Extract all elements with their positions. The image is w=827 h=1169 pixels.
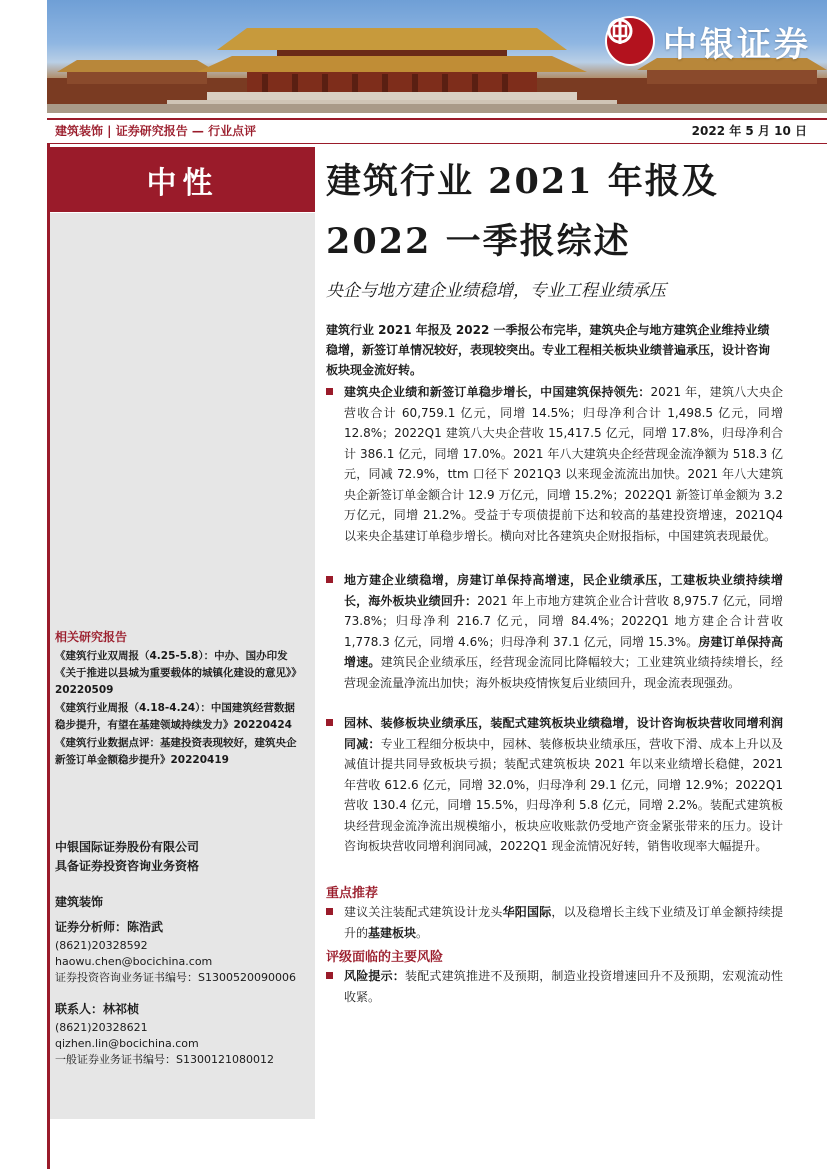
- recommend-section: [326, 902, 783, 943]
- bullet-item: [326, 966, 783, 1007]
- recommend-text-2: ，以及稳增长主线下业绩及订单金额持续提升的: [344, 905, 783, 940]
- rating-label: 中性: [146, 165, 219, 201]
- bullet-body: 专业工程细分板块中，园林、装修板块业绩承压，营收下滑、成本上升以及减值计提共同导致板块亏损；装配式建筑板块 2021 年以来业绩增长稳健，2021 年营收 612.6 亿元，同增 32.0%，归母净利 29.1 亿元，同增 12.9%；2022Q1 营收 130.4 亿元，同增 15.5%，归母净利 5.8 亿元，同增 2.2%。装配式建筑板块经营现金流净流出规模缩小，板块应收账款仍受地产资金紧张带来的压力。设计咨询板块营收同增利润同减，2022Q1 现金流情况好转，销售收现率大幅提升。: [344, 736, 783, 853]
- bullet-body-2: 建筑民企业绩承压，经营现金流同比降幅较大；工业建筑业绩持续增长，经营现金流量净流出加快；海外板块疫情恢复后业绩回升，现金流表现强劲。: [344, 655, 783, 690]
- bullet-body: 2021 年上市地方建筑企业合计营收 8,975.7 亿元，同增 73.8%；归母净利 216.7 亿元，同增 84.4%；2022Q1 地方建企合计营收 1,778.3 亿元，同增 4.6%；归母净利 37.1 亿元，同增 15.3%。: [344, 593, 783, 649]
- bullet-item: [326, 902, 783, 943]
- bank-logo-icon: [605, 16, 655, 66]
- sector-label: 建筑装饰: [55, 895, 104, 909]
- analyst-cert: 证券投资咨询业务证书编号：S1300520090006: [55, 971, 296, 984]
- report-date: 2022 年 5 月 10 日: [691, 124, 807, 138]
- risk-lead: 风险提示：: [344, 969, 405, 983]
- related-reports-title: 相关研究报告: [55, 630, 128, 644]
- bullet-body: 2021 年，建筑八大央企营收合计 60,759.1 亿元，同增 14.5%；归母净利合计 1,498.5 亿元，同增 12.8%；2022Q1 建筑八大央企营收 15,417.5 亿元，同增 17.8%，归母净利合计 386.1 亿元，同增 17.0%。2021 年八大建筑央企经营现金流净额为 518.3 亿元，同减 72.9%，ttm 口径下 2021Q3 以来现金流流出加快。2021 年八大建筑央企新签订单金额合计 12.9 万亿元，同增 15.2%；2022Q1 新签订单金额为 3.2 万亿元，同增 21.2%。受益于专项债提前下达和较高的基建投资增速，2021Q4 以来央企基建订单稳步增长。横向对比各建筑央企财报指标，中国建筑表现最优。: [344, 385, 783, 543]
- related-report-link[interactable]: 《建筑行业数据点评：基建投资表现较好，建筑央企新签订单金额稳步提升》20220419: [55, 737, 297, 766]
- contact-name: 联系人：林祁桢: [55, 1002, 140, 1016]
- bullet-square-icon: [326, 972, 333, 979]
- contact-cert: 一般证券业务证书编号：S1300121080012: [55, 1053, 274, 1066]
- recommend-text: 建议关注装配式建筑设计龙头: [344, 905, 503, 919]
- related-report-link[interactable]: 《建筑行业周报（4.18-4.24）：中国建筑经营数据稳步提升，有望在基建领域持续发力》20220424: [55, 702, 295, 731]
- risk-section: [326, 966, 783, 1007]
- contact-email[interactable]: qizhen.lin@bocichina.com: [55, 1037, 199, 1050]
- key-point-3: [326, 713, 783, 857]
- header-rule: [47, 118, 827, 120]
- recommend-heading: 重点推荐: [326, 886, 379, 901]
- analyst-email[interactable]: haowu.chen@bocichina.com: [55, 955, 213, 968]
- bullet-square-icon: [326, 908, 333, 915]
- bullet-lead: 建筑央企业绩和新签订单稳步增长，中国建筑保持领先：: [344, 385, 651, 399]
- contact-card: [55, 998, 310, 1068]
- risk-text: 装配式建筑推进不及预期，制造业投资增速回升不及预期，宏观流动性收紧。: [344, 969, 783, 1004]
- recommend-highlight-sector: 基建板块: [368, 925, 417, 940]
- summary-intro: 建筑行业 2021 年报及 2022 一季报公布完毕，建筑央企与地方建筑企业维持业绩稳增，新签订单情况较好，表现较突出。专业工程相关板块业绩普遍承压，设计咨询板块现金流好转。: [326, 323, 771, 377]
- rating-box: [50, 147, 315, 212]
- bullet-square-icon: [326, 388, 333, 395]
- risk-heading: 评级面临的主要风险: [326, 950, 444, 965]
- bullet-lead-2: 房建订单保持高增速。: [344, 634, 783, 669]
- report-title: [326, 152, 796, 272]
- contact-phone: (8621)20328621: [55, 1021, 148, 1034]
- brand-name: 中银证券: [663, 24, 811, 65]
- analyst-name: 证券分析师：陈浩武: [55, 920, 164, 934]
- recommend-text-3: 。: [416, 925, 429, 940]
- bullet-square-icon: [326, 576, 333, 583]
- bullet-lead: 园林、装修板块业绩承压，装配式建筑板块业绩稳增，设计咨询板块营收同增利润同减：: [344, 716, 783, 751]
- title-line-1: 建筑行业 2021 年报及: [326, 161, 719, 202]
- header-rule-bottom: [47, 143, 827, 144]
- key-point-2: [326, 570, 783, 693]
- recommend-highlight-stock: 华阳国际: [502, 905, 552, 919]
- title-line-2: 2022 一季报综述: [326, 221, 631, 262]
- analyst-card: [55, 916, 310, 986]
- analyst-phone: (8621)20328592: [55, 939, 148, 952]
- header-banner: [47, 0, 827, 113]
- report-subtitle: 央企与地方建企业绩稳增，专业工程业绩承压: [326, 281, 666, 301]
- bullet-lead: 地方建企业绩稳增，房建订单保持高增速，民企业绩承压，工建板块业绩持续增长，海外板块业绩回升：: [344, 573, 783, 608]
- company-name: 中银国际证券股份有限公司: [55, 840, 200, 854]
- bullet-item: [326, 570, 783, 693]
- related-reports-list: [55, 648, 305, 770]
- bullet-item: [326, 382, 783, 546]
- bullet-item: [326, 713, 783, 857]
- report-category: 建筑装饰 | 证券研究报告 — 行业点评: [55, 124, 257, 138]
- related-report-link[interactable]: 《建筑行业双周报（4.25-5.8）：中办、国办印发《关于推进以县城为重要载体的城镇化建设的意见》》20220509: [55, 650, 302, 696]
- key-point-1: [326, 382, 783, 546]
- brand-logo: [605, 16, 811, 66]
- company-info: [55, 838, 305, 876]
- company-license: 具备证券投资咨询业务资格: [55, 859, 200, 873]
- bullet-square-icon: [326, 719, 333, 726]
